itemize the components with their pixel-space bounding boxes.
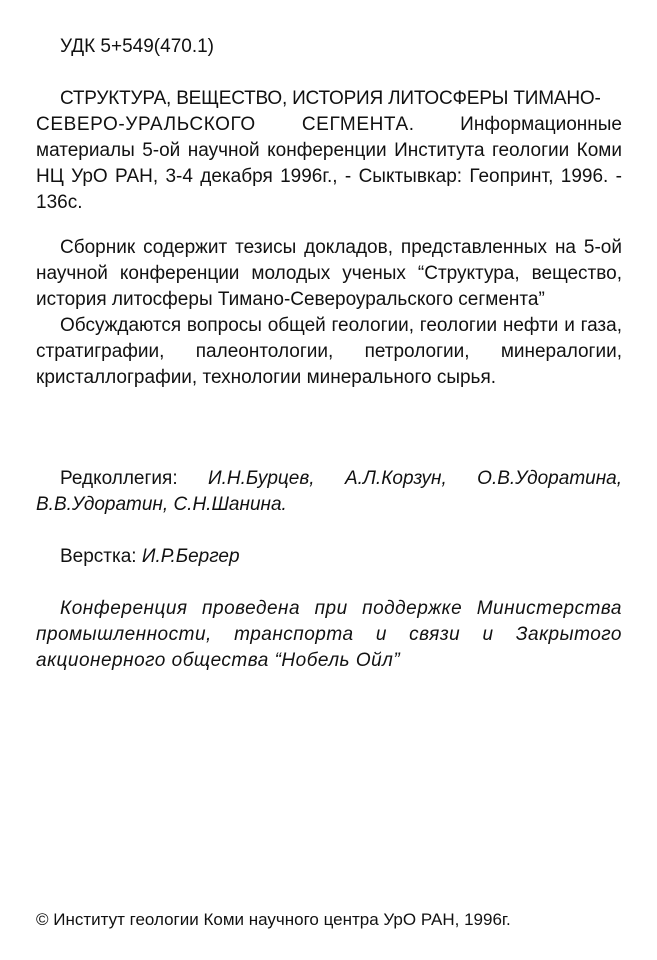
layout-name: И.Р.Бергер [141,546,240,567]
summary-section [36,235,622,391]
bibliographic-description [36,86,622,216]
summary-paragraph-1: Сборник содержит тезисы докладов, представленных на 5-ой научной конференции молодых ученых “Структура, вещество, история литосферы Тимано-Североуральского сегмента” [36,237,622,310]
editorial-board [36,466,622,518]
udk-code: УДК 5+549(470.1) [60,36,214,57]
description-rest: Информационные материалы 5-ой научной конференции Института геологии Коми НЦ УрО РАН, 3-4 декабря 1996г., - Сыктывкар: Геопринт, 1996. - 136с. [36,114,622,213]
description-title-line2: СЕВЕРО-УРАЛЬСКОГО СЕГМЕНТА. [36,114,415,135]
support-note: Конференция проведена при поддержке Министерства промышленности, транспорта и связи и Закрытого акционерного общества “Нобель Ойл” [36,598,622,671]
description-title-line1: СТРУКТУРА, ВЕЩЕСТВО, ИСТОРИЯ ЛИТОСФЕРЫ ТИМАНО- [60,88,601,109]
editorial-names: И.Н.Бурцев, А.Л.Корзун, О.В.Удоратина, В.В.Удоратин, С.Н.Шанина. [36,468,623,515]
editorial-label: Редколлегия: [60,468,178,489]
summary-paragraph-2: Обсуждаются вопросы общей геологии, геологии нефти и газа, стратиграфии, палеонтологии, петрологии, минералогии, кристаллографии, технологии минерального сырья. [36,315,622,388]
copyright-notice: © Институт геологии Коми научного центра УрО РАН, 1996г. [36,910,511,929]
layout-label: Верстка: [60,546,137,567]
layout-credit [36,544,622,570]
